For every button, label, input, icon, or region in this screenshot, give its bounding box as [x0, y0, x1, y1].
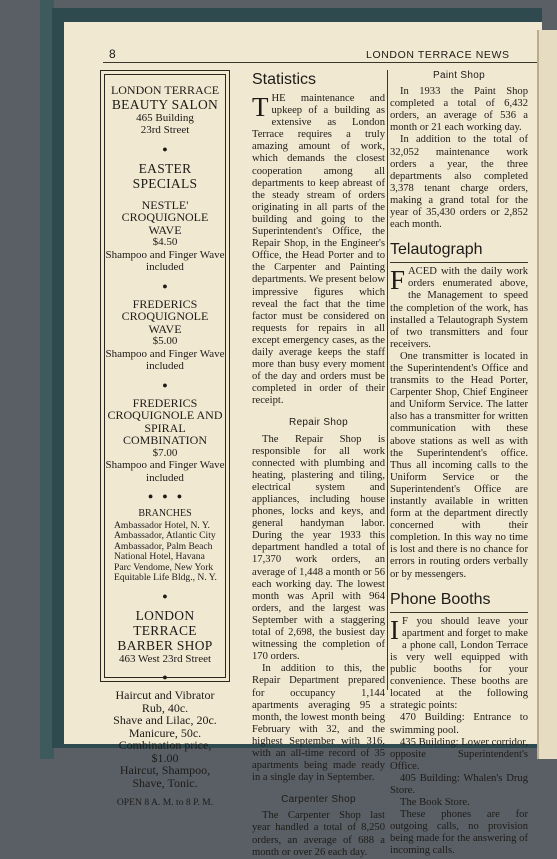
right-column: [390, 70, 528, 858]
salon-name-line2: BEAUTY SALON: [111, 96, 219, 112]
branch-4: National Hotel, Havana: [114, 551, 205, 562]
advertisement-inner: [104, 74, 226, 808]
phone-location-1: 470 Building: Entrance to swimming pool.: [390, 712, 528, 736]
next-page-edge: [537, 30, 557, 759]
statistics-title: Statistics: [252, 71, 317, 88]
phone-location-4: The Book Store.: [400, 797, 470, 809]
drop-cap: F: [390, 265, 406, 296]
bullet-dot: ●: [162, 672, 168, 682]
service-2: Shave and Lilac, 20c.: [113, 713, 217, 727]
branch-1: Ambassador Hotel, N. Y.: [114, 519, 210, 531]
branch-5: Parc Vendome, New York: [114, 561, 214, 573]
branch-2: Ambassador, Atlantic City: [114, 530, 216, 541]
branch-3: Ambassador, Palm Beach: [114, 540, 213, 552]
bullet-dots: ● ● ●: [147, 491, 183, 501]
advertisement-box: [100, 70, 230, 808]
special1-title: NESTLE' CROQUIGNOLE WAVE: [121, 197, 209, 237]
drop-cap: T: [252, 92, 269, 122]
branches-title: BRANCHES: [138, 508, 192, 519]
paint-shop-title: Paint Shop: [433, 70, 485, 81]
special1-price: $4.50: [152, 236, 178, 248]
header-rule: [103, 62, 537, 63]
phone-location-3: 405 Building: Whalen's Drug Store.: [390, 772, 528, 796]
phone-paragraph-last: These phones are for outgoing calls, no provision being made for the answering of incoming calls.: [390, 809, 528, 857]
telautograph-title: Telautograph: [390, 240, 528, 263]
branch-6: Equitable Life Bldg., N. Y.: [114, 572, 217, 583]
column-divider: [387, 70, 388, 690]
bullet-dot: ●: [162, 143, 168, 154]
special3-desc: Shampoo and Finger Wave included: [105, 459, 225, 484]
easter-specials-title: EASTER SPECIALS: [132, 160, 198, 191]
service-4: Combination price, $1.00: [118, 738, 212, 765]
bullet-dot: ●: [162, 280, 168, 291]
repair-paragraph-2: In addition to this, the Repair Department prepared for occupancy 1,144 apartments averaging 95 a month, the lowest month being February with 32, and the highest September with 316, with an all-time record of 35 apartments being made ready in a single day in September.: [252, 663, 385, 784]
phone-booths-title: Phone Booths: [390, 590, 528, 613]
salon-street: 23rd Street: [140, 124, 190, 136]
service-5: Haircut, Shampoo, Shave, Tonic.: [119, 763, 211, 790]
telautograph-paragraph-2: One transmitter is located in the Superintendent's Office and transmits to the Head Porter, Carpenter Shop, Chief Engineer and Uniform Service. The latter also has a transmitter for written communication with these above stations as well as with the Superintendent's office. Thus all incoming calls to the Uniform Service or the Superintendent's Office are instantly available in written form at the department directly concerned with their completion. In this way no time is lost and there is no chance for errors in routing orders verbally or by messengers.: [390, 350, 528, 580]
paint-paragraph-1: In 1933 the Paint Shop completed a total of 6,432 orders, an average of 536 a month or 21 each working day.: [390, 86, 528, 134]
carpenter-shop-title: Carpenter Shop: [281, 794, 356, 806]
statistics-intro: THE maintenance and upkeep of a building as extensive as London Terrace requires a truly amazing amount of work, which demands the closest cooperation among all departments to keep abreast of the steady stream of orders originating in all parts of the building and going to the Superintendent's Office, the Repair Shop, in the Engineer's Office, the Head Porter and to the Carpenter and Painting departments. We present below impressive figures which reveal the fact that the time factor must be considered on requests for repairs in all except emergency cases, as the daily average keeps the staff more than busy every moment of the day and orders must be completed in order of their receipt.: [252, 92, 385, 407]
barber-shop-title: LONDON TERRACE BARBER SHOP: [117, 607, 213, 653]
page-header-title: LONDON TERRACE NEWS: [366, 49, 510, 61]
service-1: Haircut and Vibrator Rub, 40c.: [115, 688, 215, 715]
page-number: 8: [109, 47, 116, 61]
service-3: Manicure, 50c.: [128, 725, 202, 740]
phone-paragraph-1: I F you should leave your apartment and forget to make a phone call, London Terrace is very well equipped with public booths for your convenience. These booths are located at the following strategic points:: [390, 614, 528, 712]
repair-shop-title: Repair Shop: [289, 417, 348, 429]
drop-cap: I: [390, 614, 399, 645]
repair-paragraph-1: The Repair Shop is responsible for all work connected with plumbing and heating, plastering and tiling, electrical system and appliances, including house phones, locks and keys, and general handyman labor. During the year 1933 this department handled a total of 17,370 work orders, an average of 1,448 a month or 56 each working day. The lowest month was April with 964 orders, and the largest was September with a staggering total of 2,698, the busiest day witnessing the completion of 170 orders.: [252, 433, 385, 663]
special3-price: $7.00: [152, 446, 178, 459]
phone-location-2: 435 Building: Lower corridor, opposite Superintendent's Office.: [390, 736, 528, 772]
special3-title: FREDERICS CROQUIGNOLE AND SPIRAL COMBINATION: [107, 395, 223, 447]
carpenter-paragraph-1: The Carpenter Shop last year handled a total of 8,250 orders, an average of 688 a month or over 26 each day.: [252, 810, 385, 858]
bullet-dot: ●: [162, 379, 168, 390]
special2-desc: Shampoo and Finger Wave included: [105, 347, 225, 372]
special1-desc: Shampoo and Finger Wave included: [105, 248, 225, 273]
telautograph-paragraph-1: FACED with the daily work orders enumerated above, the Management to speed the completion of the work, has installed a Telautograph System of two transmitters and four receivers.: [390, 265, 528, 350]
special2-price: $5.00: [152, 335, 178, 347]
barber-address: 463 West 23rd Street: [118, 652, 212, 665]
salon-building: 465 Building: [136, 111, 194, 124]
salon-name-line1: LONDON TERRACE: [110, 83, 220, 97]
bullet-dot: ●: [162, 590, 168, 601]
paint-paragraph-2: In addition to the total of 32,052 maintenance work orders a year, the three departments also completed 3,378 tenant charge orders, making a grand total for the year of 35,430 orders or 2,852 each month.: [390, 134, 528, 231]
special2-title: FREDERICS CROQUIGNOLE WAVE: [121, 296, 209, 336]
statistics-column: [252, 70, 385, 859]
barber-hours: OPEN 8 A. M. to 8 P. M.: [116, 797, 214, 808]
